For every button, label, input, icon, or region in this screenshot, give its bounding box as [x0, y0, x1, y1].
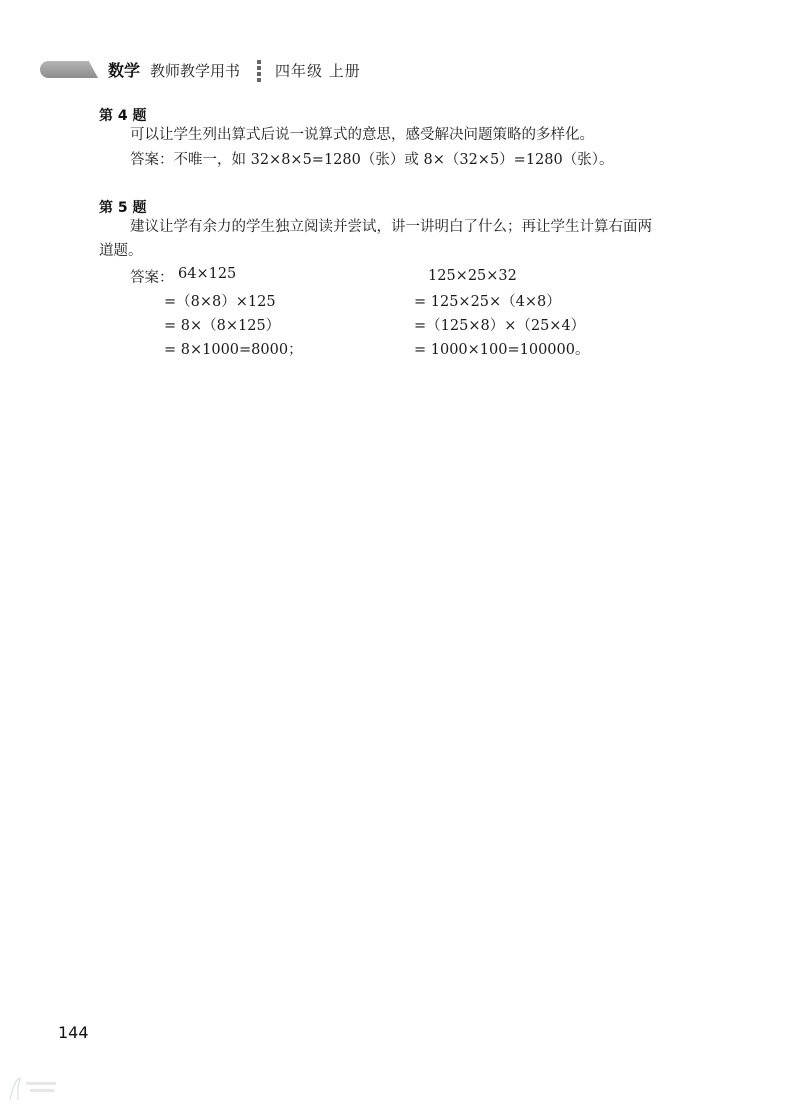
page-number: 144 — [58, 1023, 89, 1042]
header-grade: 四年级 上册 — [275, 62, 361, 80]
question-4-answer: 答案：不唯一，如 32×8×5=1280（张）或 8×（32×5）=1280（张）。 — [130, 152, 614, 168]
left-calc-step-4: = 8×1000=8000； — [164, 342, 303, 358]
header-divider — [257, 60, 261, 82]
right-calc-step-4: = 1000×100=100000。 — [414, 342, 590, 358]
left-calc-step-2: =（8×8）×125 — [164, 294, 276, 310]
question-5-instruction-line1: 建议让学有余力的学生独立阅读并尝试，讲一讲明白了什么；再让学生计算右面两 — [130, 219, 652, 235]
header-tab-decoration — [40, 61, 98, 78]
header-subject: 数学 — [108, 61, 141, 80]
right-calc-step-1: 125×25×32 — [428, 268, 517, 284]
right-calc-step-2: = 125×25×（4×8） — [414, 294, 561, 310]
question-4-instruction: 可以让学生列出算式后说一说算式的意思，感受解决问题策略的多样化。 — [130, 127, 594, 143]
left-calc-step-3: = 8×（8×125） — [164, 318, 281, 334]
question-5-heading: 第 5 题 — [99, 200, 147, 216]
watermark-logo — [6, 1074, 60, 1104]
question-4-heading: 第 4 题 — [99, 108, 147, 124]
right-calc-step-3: =（125×8）×（25×4） — [414, 318, 586, 334]
question-5-instruction-line2: 道题。 — [99, 243, 143, 259]
header-book-title: 教师教学用书 — [150, 62, 241, 80]
left-calc-step-1: 64×125 — [178, 266, 237, 282]
question-5-answer-label: 答案： — [130, 270, 174, 286]
